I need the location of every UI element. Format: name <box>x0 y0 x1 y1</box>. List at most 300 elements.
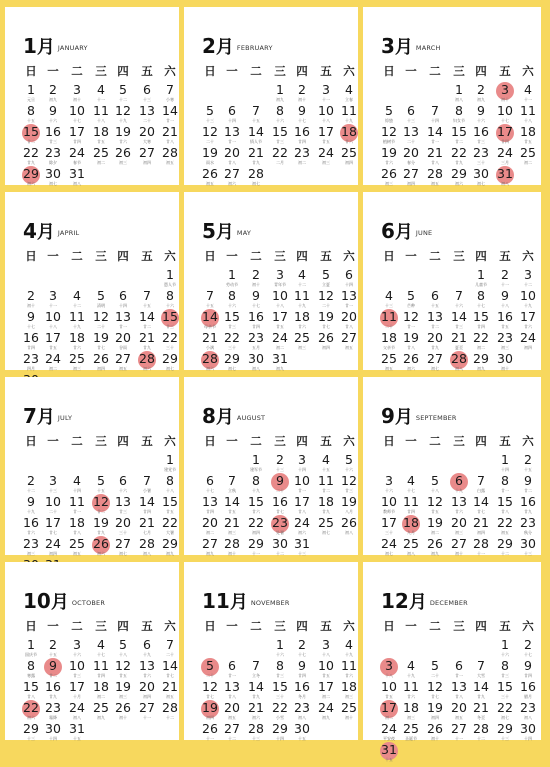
weekday-header: 六 <box>522 249 534 263</box>
day-cell <box>244 167 268 186</box>
day-number: 14 <box>248 679 264 694</box>
day-number: 8 <box>166 288 174 303</box>
day-number: 8 <box>228 288 236 303</box>
day-cell <box>244 352 268 371</box>
lunar-date: 十一 <box>49 303 57 308</box>
day-number: 10 <box>45 494 61 509</box>
lunar-date: 十九 <box>455 488 463 493</box>
month-number: 5 <box>202 219 216 243</box>
day-cell <box>493 331 517 350</box>
day-cell <box>158 638 182 657</box>
day-number: 3 <box>276 267 284 282</box>
day-cell <box>158 83 182 102</box>
day-number: 9 <box>524 473 532 488</box>
day-number: 23 <box>294 700 310 715</box>
day-cell <box>447 125 471 144</box>
month-label: 月 <box>229 592 248 613</box>
day-number: 21 <box>473 515 489 530</box>
day-number: 30 <box>497 351 513 366</box>
lunar-date: 十八 <box>385 673 393 678</box>
lunar-date: 二十 <box>206 139 214 144</box>
lunar-date: 廿七 <box>477 509 485 514</box>
lunar-date: 十八 <box>49 324 57 329</box>
lunar-date: 初二 <box>524 160 532 165</box>
lunar-date: 二十 <box>97 324 105 329</box>
day-cell <box>220 701 244 720</box>
day-number: 4 <box>524 82 532 97</box>
day-number: 15 <box>23 124 39 139</box>
day-number: 7 <box>455 288 463 303</box>
lunar-date: 初二 <box>97 694 105 699</box>
day-number: 19 <box>115 679 131 694</box>
day-cell <box>447 310 471 329</box>
lunar-date: 雨水 <box>206 160 214 165</box>
lunar-date: 十四 <box>524 736 532 741</box>
day-number: 13 <box>224 679 240 694</box>
day-number: 18 <box>69 515 85 530</box>
day-number: 28 <box>248 721 264 736</box>
day-number: 25 <box>93 700 109 715</box>
day-cell <box>41 722 65 741</box>
lunar-date: 廿八 <box>455 694 463 699</box>
day-cell <box>111 146 135 165</box>
day-cell <box>135 289 159 308</box>
day-number: 8 <box>477 288 485 303</box>
lunar-date: 十九 <box>73 324 81 329</box>
day-cell <box>493 167 517 186</box>
weekday-header: 四 <box>296 434 308 448</box>
lunar-date: 廿六 <box>119 139 127 144</box>
day-number: 6 <box>206 473 214 488</box>
lunar-date: 冬至 <box>477 715 485 720</box>
lunar-date: 廿一 <box>166 118 174 123</box>
day-cell <box>447 659 471 678</box>
lunar-date: 春分 <box>407 160 415 165</box>
lunar-date: 初五 <box>166 160 174 165</box>
lunar-date: 廿四 <box>298 673 306 678</box>
day-number: 9 <box>298 658 306 673</box>
day-number: 2 <box>298 82 306 97</box>
lunar-date: 建军节 <box>250 467 262 472</box>
lunar-date: 大寒 <box>143 139 151 144</box>
lunar-date: 十七 <box>206 488 214 493</box>
lunar-date: 十三 <box>501 736 509 741</box>
lunar-date: 秋分 <box>524 530 532 535</box>
lunar-date: 廿九 <box>477 694 485 699</box>
day-cell <box>135 701 159 720</box>
day-cell <box>41 701 65 720</box>
day-number: 20 <box>341 309 357 324</box>
lunar-date: 十二 <box>524 282 532 287</box>
lunar-date: 初七 <box>49 181 57 186</box>
weekday-header: 一 <box>226 249 238 263</box>
day-cell <box>377 722 401 741</box>
day-cell <box>268 638 292 657</box>
lunar-date: 初九 <box>477 366 485 371</box>
lunar-date: 植树节 <box>383 139 395 144</box>
day-cell <box>19 659 43 678</box>
day-number: 30 <box>473 166 489 181</box>
day-cell <box>290 474 314 493</box>
day-cell <box>19 537 43 556</box>
day-number: 25 <box>403 721 419 736</box>
day-cell <box>65 537 89 556</box>
day-number: 8 <box>276 103 284 118</box>
day-number: 19 <box>381 145 397 160</box>
lunar-date: 清明 <box>97 303 105 308</box>
lunar-date: 初二 <box>298 160 306 165</box>
day-cell <box>19 331 43 350</box>
day-number: 9 <box>501 288 509 303</box>
lunar-date: 十六 <box>477 118 485 123</box>
day-number: 2 <box>276 452 284 467</box>
day-cell <box>377 495 401 514</box>
day-cell <box>337 289 361 308</box>
day-number: 21 <box>139 515 155 530</box>
day-cell <box>19 516 43 535</box>
day-cell <box>65 516 89 535</box>
day-number: 6 <box>228 103 236 118</box>
day-cell <box>377 516 401 535</box>
day-number: 7 <box>166 82 174 97</box>
day-cell <box>314 125 338 144</box>
lunar-date: 十九 <box>345 652 353 657</box>
lunar-date: 十五 <box>298 736 306 741</box>
day-cell <box>399 537 423 556</box>
day-number: 11 <box>93 658 109 673</box>
day-number: 16 <box>473 124 489 139</box>
month-label: 月 <box>215 407 234 428</box>
lunar-date: 初六 <box>27 715 35 720</box>
day-cell <box>268 722 292 741</box>
day-number: 25 <box>69 351 85 366</box>
lunar-date: 十六 <box>501 652 509 657</box>
day-cell <box>516 125 540 144</box>
lunar-date: 十二 <box>119 97 127 102</box>
lunar-date: 大暑 <box>166 530 174 535</box>
weekday-header: 四 <box>475 249 487 263</box>
day-cell <box>423 104 447 123</box>
day-number: 19 <box>115 124 131 139</box>
month-title <box>202 588 290 614</box>
day-number: 27 <box>224 721 240 736</box>
day-number: 4 <box>97 637 105 652</box>
lunar-date: 初九 <box>477 97 485 102</box>
lunar-date: 廿八 <box>407 345 415 350</box>
day-number: 20 <box>139 124 155 139</box>
lunar-date: 廿一 <box>345 303 353 308</box>
day-cell <box>220 310 244 329</box>
day-cell <box>198 537 222 556</box>
lunar-date: 廿五 <box>501 324 509 329</box>
day-number: 11 <box>403 494 419 509</box>
day-number: 17 <box>272 309 288 324</box>
day-cell <box>111 331 135 350</box>
day-number: 28 <box>162 700 178 715</box>
day-cell <box>65 125 89 144</box>
day-cell <box>89 638 113 657</box>
day-cell <box>493 722 517 741</box>
weekday-header: 三 <box>274 619 286 633</box>
weekday-header: 五 <box>320 434 332 448</box>
lunar-date: 教师节 <box>383 509 395 514</box>
day-number: 25 <box>341 145 357 160</box>
weekday-header: 三 <box>453 249 465 263</box>
day-number: 10 <box>69 658 85 673</box>
lunar-date: 初七 <box>166 366 174 371</box>
lunar-date: 廿一 <box>298 488 306 493</box>
day-cell <box>268 453 292 472</box>
day-number: 6 <box>119 473 127 488</box>
lunar-date: 廿五 <box>524 139 532 144</box>
lunar-date: 初八 <box>73 181 81 186</box>
lunar-date: 十九 <box>345 118 353 123</box>
lunar-date: 初八 <box>455 366 463 371</box>
day-cell <box>516 289 540 308</box>
lunar-date: 劳动节 <box>226 282 238 287</box>
lunar-date: 初五 <box>431 181 439 186</box>
lunar-date: 白露 <box>477 488 485 493</box>
weekday-header: 一 <box>47 619 59 633</box>
lunar-date: 初三 <box>345 694 353 699</box>
day-number: 14 <box>139 309 155 324</box>
lunar-date: 廿五 <box>322 139 330 144</box>
day-cell <box>314 638 338 657</box>
day-number: 16 <box>248 309 264 324</box>
lunar-date: 儿童节 <box>475 282 487 287</box>
day-number: 15 <box>272 124 288 139</box>
day-cell <box>41 289 65 308</box>
lunar-date: 廿八 <box>345 324 353 329</box>
day-cell <box>290 83 314 102</box>
day-number: 28 <box>139 536 155 551</box>
lunar-date: 春节 <box>73 160 81 165</box>
month-english-name: NOVEMBER <box>250 599 290 607</box>
lunar-date: 十七 <box>97 652 105 657</box>
day-number: 19 <box>93 515 109 530</box>
day-number: 23 <box>23 351 39 366</box>
weekday-header: 日 <box>383 619 395 633</box>
day-cell <box>377 310 401 329</box>
lunar-date: 初六 <box>407 366 415 371</box>
day-number: 2 <box>49 82 57 97</box>
day-number: 25 <box>318 515 334 530</box>
day-cell <box>158 680 182 699</box>
lunar-date: 初四 <box>477 530 485 535</box>
lunar-date: 元旦 <box>27 97 35 102</box>
weekday-header: 三 <box>95 434 107 448</box>
lunar-date: 廿七 <box>322 324 330 329</box>
lunar-date: 十一 <box>206 736 214 741</box>
day-number: 27 <box>139 145 155 160</box>
day-number: 21 <box>139 330 155 345</box>
lunar-date: 十七 <box>477 303 485 308</box>
day-number: 16 <box>497 309 513 324</box>
lunar-date: 廿六 <box>27 530 35 535</box>
lunar-date: 廿三 <box>501 673 509 678</box>
day-cell <box>268 268 292 287</box>
lunar-date: 廿五 <box>276 324 284 329</box>
day-cell <box>493 104 517 123</box>
lunar-date: 初二 <box>276 345 284 350</box>
lunar-date: 初四 <box>252 530 260 535</box>
day-cell <box>314 474 338 493</box>
lunar-date: 廿二 <box>143 324 151 329</box>
day-number: 16 <box>520 679 536 694</box>
day-cell <box>19 125 43 144</box>
lunar-date: 初七 <box>252 181 260 186</box>
day-cell <box>135 680 159 699</box>
day-number: 15 <box>248 494 264 509</box>
day-number: 15 <box>497 494 513 509</box>
day-cell <box>89 495 113 514</box>
day-cell <box>377 537 401 556</box>
lunar-date: 圣诞节 <box>405 736 417 741</box>
month-label: 月 <box>408 592 427 613</box>
lunar-date: 二十 <box>276 488 284 493</box>
day-number: 30 <box>520 536 536 551</box>
day-number: 9 <box>252 288 260 303</box>
lunar-date: 廿四 <box>27 345 35 350</box>
day-cell <box>399 146 423 165</box>
day-number: 27 <box>403 166 419 181</box>
day-cell <box>89 83 113 102</box>
day-number: 10 <box>381 679 397 694</box>
lunar-date: 廿四 <box>73 139 81 144</box>
day-number: 3 <box>501 82 509 97</box>
day-cell <box>89 537 113 556</box>
day-cell <box>198 146 222 165</box>
lunar-date: 初五 <box>73 551 81 556</box>
lunar-date: 初五 <box>345 345 353 350</box>
lunar-date: 三十 <box>228 345 236 350</box>
day-number: 25 <box>93 145 109 160</box>
lunar-date: 父亲节 <box>383 345 395 350</box>
day-number: 21 <box>248 145 264 160</box>
lunar-date: 廿八 <box>166 139 174 144</box>
weekday-header: 一 <box>47 64 59 78</box>
day-cell <box>41 638 65 657</box>
lunar-date: 十二 <box>298 282 306 287</box>
day-number: 4 <box>345 82 353 97</box>
day-cell <box>423 474 447 493</box>
month-english-name: FEBRUARY <box>236 44 273 52</box>
day-cell <box>516 474 540 493</box>
day-cell <box>41 659 65 678</box>
weekday-header: 一 <box>226 434 238 448</box>
lunar-date: 二月 <box>276 160 284 165</box>
day-number: 24 <box>520 330 536 345</box>
lunar-date: 十一 <box>455 736 463 741</box>
day-number: 26 <box>427 721 443 736</box>
day-number: 21 <box>162 679 178 694</box>
day-number: 4 <box>385 288 393 303</box>
day-cell <box>135 474 159 493</box>
day-cell <box>337 659 361 678</box>
lunar-date: 廿三 <box>345 488 353 493</box>
day-number: 8 <box>27 103 35 118</box>
day-number: 17 <box>318 124 334 139</box>
day-number: 20 <box>202 515 218 530</box>
lunar-date: 初八 <box>298 715 306 720</box>
month-english-name: JUNE <box>415 229 433 237</box>
day-number: 29 <box>23 166 39 181</box>
weekday-header: 一 <box>47 434 59 448</box>
day-number: 23 <box>497 330 513 345</box>
day-number: 1 <box>501 637 509 652</box>
day-number: 30 <box>248 351 264 366</box>
day-cell <box>399 659 423 678</box>
lunar-date: 十二 <box>477 736 485 741</box>
day-number: 13 <box>139 103 155 118</box>
lunar-date: 十八 <box>276 303 284 308</box>
day-cell <box>423 289 447 308</box>
day-number: 22 <box>162 330 178 345</box>
day-number: 23 <box>520 700 536 715</box>
day-number: 28 <box>139 351 155 366</box>
lunar-date: 十一 <box>477 551 485 556</box>
day-cell <box>314 701 338 720</box>
month-label: 月 <box>36 222 55 243</box>
lunar-date: 二十 <box>143 118 151 123</box>
day-number: 14 <box>162 658 178 673</box>
weekday-header: 二 <box>71 434 83 448</box>
day-cell <box>19 638 43 657</box>
month-label: 月 <box>394 37 413 58</box>
day-number: 18 <box>294 309 310 324</box>
month-number: 1 <box>23 34 37 58</box>
day-cell <box>220 289 244 308</box>
day-number: 28 <box>248 166 264 181</box>
day-cell <box>377 125 401 144</box>
day-cell <box>198 289 222 308</box>
day-cell <box>89 659 113 678</box>
day-number: 19 <box>427 515 443 530</box>
day-cell <box>198 104 222 123</box>
day-number: 1 <box>477 267 485 282</box>
lunar-date: 十八 <box>322 118 330 123</box>
day-cell <box>19 83 43 102</box>
day-number: 16 <box>294 124 310 139</box>
day-number: 28 <box>451 351 467 366</box>
lunar-date: 十七 <box>73 118 81 123</box>
lunar-date: 廿二 <box>49 673 57 678</box>
day-cell <box>198 495 222 514</box>
day-cell <box>220 268 244 287</box>
month-label: 月 <box>215 37 234 58</box>
day-cell <box>89 701 113 720</box>
lunar-date: 初九 <box>49 97 57 102</box>
lunar-date: 十五 <box>252 118 260 123</box>
lunar-date: 二十 <box>206 673 214 678</box>
day-cell <box>111 289 135 308</box>
lunar-date: 初七 <box>385 551 393 556</box>
day-number: 28 <box>202 351 218 366</box>
day-number: 4 <box>298 267 306 282</box>
day-number: 14 <box>473 679 489 694</box>
day-number: 15 <box>272 679 288 694</box>
day-cell <box>19 352 43 371</box>
day-number: 14 <box>451 309 467 324</box>
lunar-date: 十六 <box>119 488 127 493</box>
day-cell <box>469 474 493 493</box>
weekday-header: 一 <box>47 249 59 263</box>
lunar-date: 夏至 <box>455 345 463 350</box>
day-cell <box>337 680 361 699</box>
month-12-calendar <box>363 562 541 762</box>
day-number: 22 <box>497 700 513 715</box>
lunar-date: 初三 <box>119 694 127 699</box>
